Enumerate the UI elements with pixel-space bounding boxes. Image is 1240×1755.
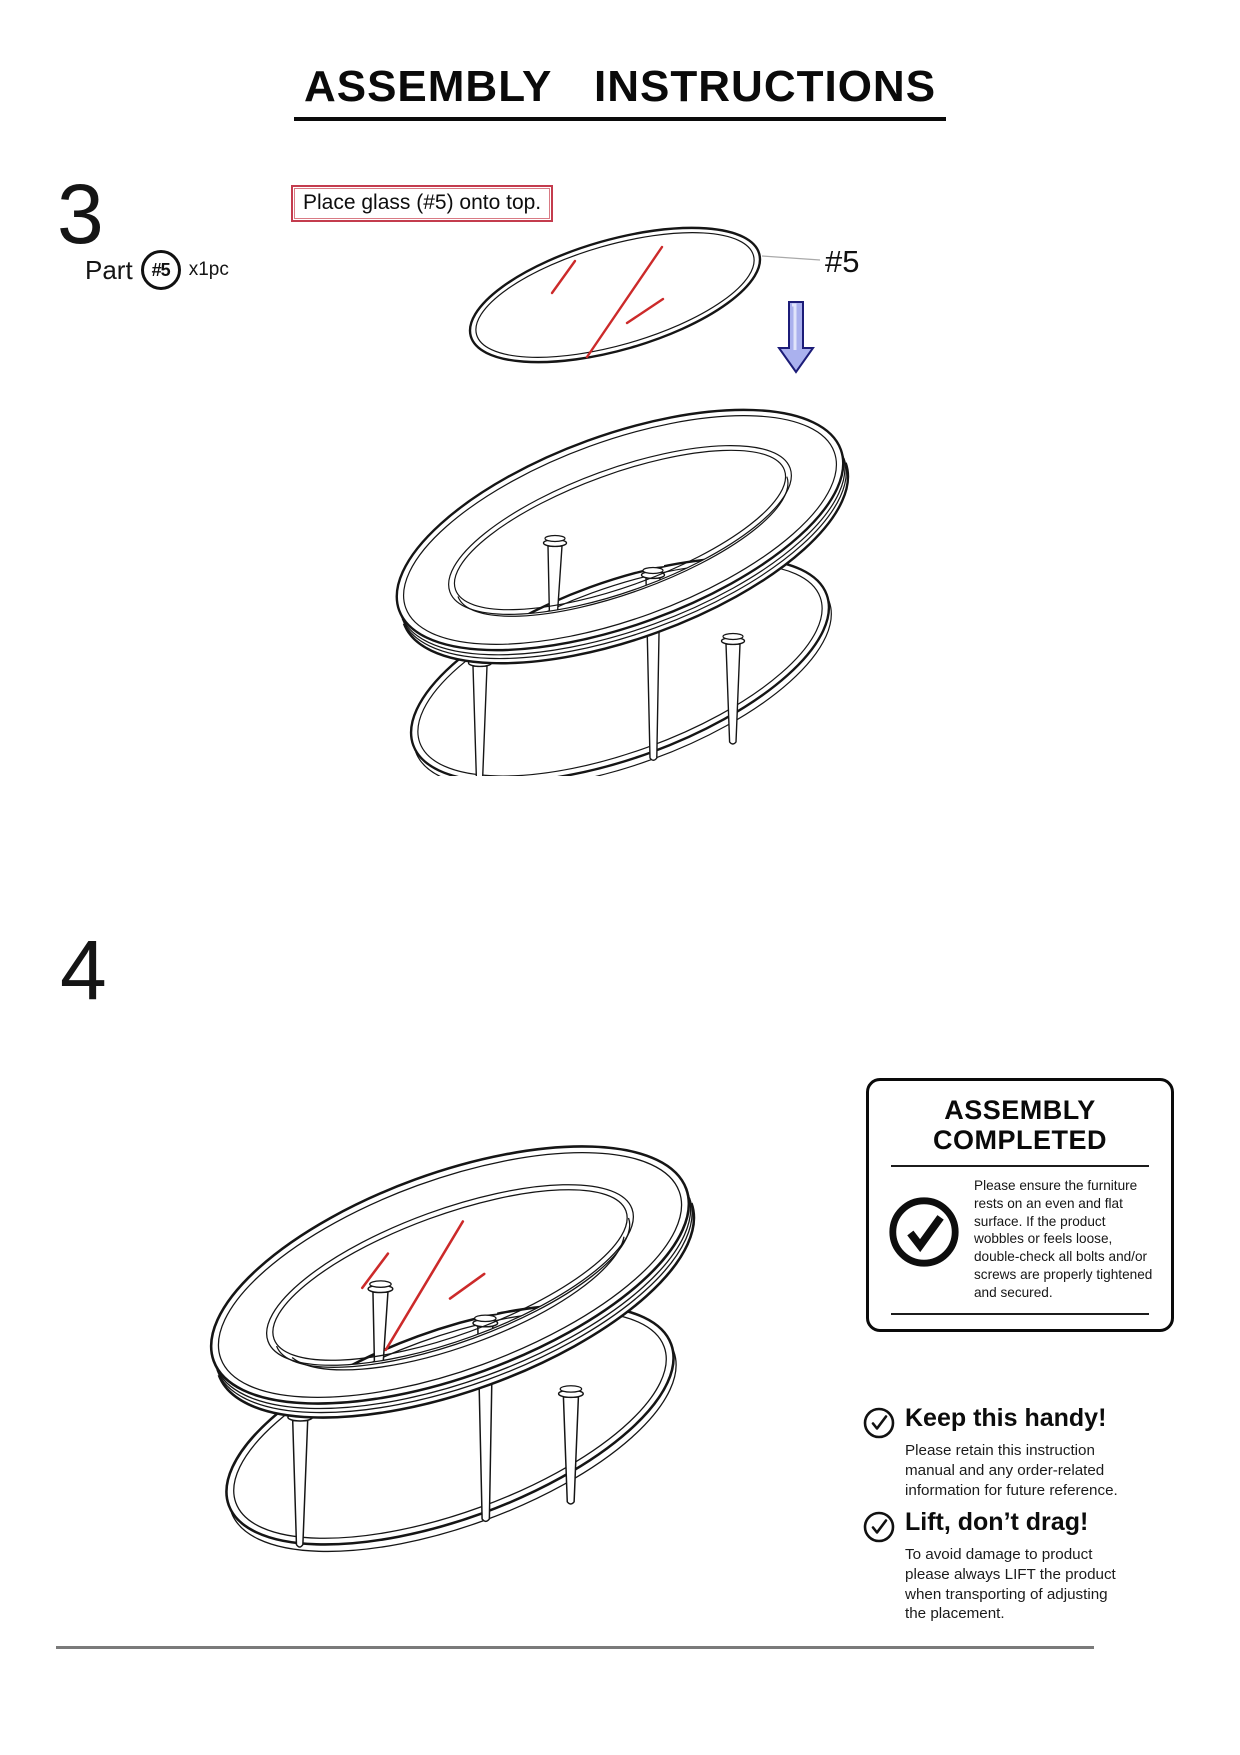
title-wrap <box>0 62 1240 121</box>
box-divider-top <box>891 1165 1149 1167</box>
assembly-completed-title <box>869 1095 1171 1155</box>
part-number-badge: #5 <box>141 250 181 290</box>
assembled-table-drawing <box>179 1093 726 1600</box>
check-circle-icon <box>862 1406 896 1440</box>
completed-title-line1: ASSEMBLY <box>944 1095 1096 1125</box>
part-label: Part <box>85 254 133 285</box>
glass-top-drawing <box>456 201 775 389</box>
completed-row <box>869 1175 1171 1301</box>
check-circle-icon <box>862 1510 896 1544</box>
note-keep-handy-body: Please retain this instruction manual and any order-related information for future reference. <box>905 1442 1118 1499</box>
step-3-callout: Place glass (#5) onto top. <box>291 185 553 222</box>
step-3-illustration <box>368 198 890 776</box>
check-circle-icon <box>885 1193 963 1271</box>
completed-note-text: Please ensure the furniture rests on an even and flat surface. If the product wobbles or feels loose, double-check all bolts and/or screws are properly tightened and secured. <box>974 1178 1153 1300</box>
coffee-table-drawing <box>368 360 878 776</box>
step-3-number: 3 <box>57 167 104 261</box>
page-title: ASSEMBLY INSTRUCTIONS <box>294 62 946 121</box>
part-quantity: x1pc <box>188 259 229 280</box>
step-4-number: 4 <box>60 923 107 1017</box>
part-row <box>85 250 229 290</box>
part-5-pointer-label: #5 <box>825 244 860 279</box>
down-arrow-icon <box>779 302 813 372</box>
completed-title-line2: COMPLETED <box>932 1125 1107 1156</box>
footer-divider <box>56 1646 1094 1649</box>
box-divider-bottom <box>891 1313 1149 1315</box>
note-lift-dont-drag-heading: Lift, don’t drag! <box>905 1508 1089 1536</box>
note-keep-handy-heading: Keep this handy! <box>905 1404 1107 1432</box>
step-4-illustration <box>140 985 910 1600</box>
part-leader-line <box>762 256 820 260</box>
note-lift-dont-drag-body: To avoid damage to product please always LIFT the product when transporting of adjusting the placement. <box>905 1546 1116 1623</box>
assembly-completed-box <box>866 1078 1174 1332</box>
